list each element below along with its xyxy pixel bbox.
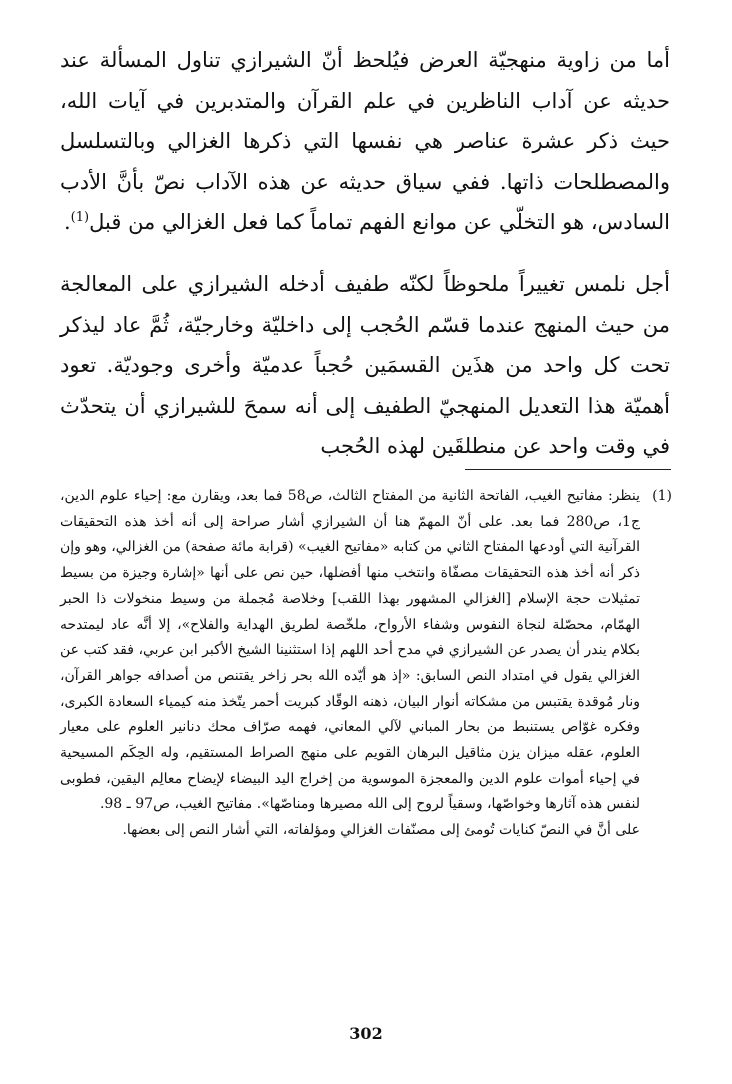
footnote-item	[60, 484, 672, 818]
footnote-reference: (1)	[70, 210, 90, 226]
body-paragraph-2	[60, 264, 670, 467]
footnote-number: (1)	[652, 488, 672, 504]
main-text	[60, 40, 670, 467]
body-paragraph-1-text: أما من زاوية منهجيّة العرض فيُلحظ أنّ الشيرازي تناول المسألة عند حديثه عن آداب الناظرين في علم القرآن والمتدبرين في آيات الله، حيث ذكر عشرة عناصر هي نفسها التي ذكرها الغزالي وبالتسلسل والمصطلحات ذاتها. ففي سياق حديثه عن هذه الآداب نصّ بأنَّ الأدب السادس، هو التخلّي عن موانع الفهم تماماً كما فعل الغزالي من قبل	[60, 48, 670, 235]
body-paragraph-1	[60, 40, 670, 243]
sentence-end: .	[63, 210, 71, 235]
footnote-continuation: على أنَّ في النصّ كنايات تُومئ إلى مصنّفات الغزالي ومؤلفاته، التي أشار النص إلى بعضها.	[122, 822, 640, 839]
footnote-text: ينظر: مفاتيح الغيب، الفاتحة الثانية من المفتاح الثالث، ص58 فما بعد، ويقارن مع: إحياء علوم الدين، ج1، ص280 فما بعد. على أنّ المهمّ هنا أن الشيرازي أشار صراحة إلى أنه أخذ هذه التحقيقات القرآنية التي أودعها المفتاح الثاني من كتابه «مفاتيح الغيب» (قرابة مائة صفحة) من الغزالي، وهو وإن ذكر أنه أخذ هذه التحقيقات مصفّاة وانتخب منها أفضلها، حين نص على أنها «إشارة وجيزة من بسيط تمثيلات حجة الإسلام [الغزالي المشهور بهذا اللقب] وخلاصة مُجملة من وسيط منخولات ذا الحبر الهمّام، محصّلة لنجاة النفوس وشفاء الأرواح، ملخّصة لطريق الهداية والفلاح»، إلا أنَّه عاد ليمتدحه بكلام يندر أن يصدر عن الشيرازي في مدح أحد اللهم إذا استثنينا الشيخ الأكبر ابن عربي، فقد كتب عن الغزالي يقول في امتداد النص السابق: «إذ هو أيّده الله بحر زاخر يقتنص من أصدافه جواهر القرآن، ونار مُوقدة يقتبس من مشكاته أنوار البيان، ذهنه الوقّاد كبريت أحمر يتّخذ منه كيمياء السعادة الكبرى، وفكره غوّاص يستنبط من بحار المباني لآلي المعاني، فهمه صرّاف محك دنانير العلوم على معيار العلوم، عقله ميزان يزن مثاقيل البرهان القويم على منهج الصراط المستقيم، وله الحِكَم المسيحية في إحياء أموات علوم الدين والمعجزة الموسوية من إخراج اليد البيضاء لإيضاح معالِم اليقين، فطوبى لنفس هذه آثارها وخواصّها، وسقياً لروح إلى الله مصيرها ومناصّها». مفاتيح الغيب، ص97 ـ 98.	[60, 488, 640, 813]
footnotes	[60, 484, 672, 844]
footnote-separator	[465, 469, 671, 470]
page-number: 302	[349, 1024, 383, 1043]
body-paragraph-2-text: أجل نلمس تغييراً ملحوظاً لكنّه طفيف أدخله الشيرازي على المعالجة من حيث المنهج عندما قسّم الحُجب إلى داخليّة وخارجيّة، ثُمَّ عاد ليذكر تحت كل واحد من هذَين القسمَين حُجباً عدميّة وأخرى وجوديّة. تعود أهميّة هذا التعديل المنهجيّ الطفيف إلى أنه سمحَ للشيرازي أن يتحدّث في وقت واحد عن منطلقَين لهذه الحُجب	[60, 271, 670, 459]
